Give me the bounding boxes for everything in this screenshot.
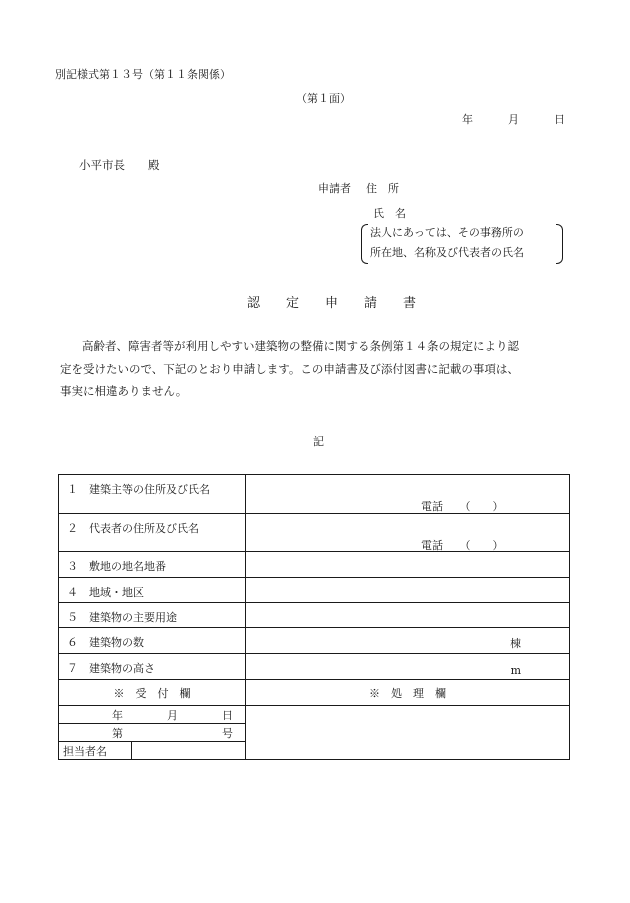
reception-number[interactable]: 第 号 <box>59 724 245 742</box>
processing-header: ※ 処 理 欄 <box>246 680 570 706</box>
page-face-label: （第１面） <box>296 92 351 105</box>
ki-label: 記 <box>313 435 324 448</box>
row-label <box>59 475 246 514</box>
representative-field[interactable] <box>246 514 570 552</box>
reception-date[interactable]: 年 月 日 <box>59 706 245 724</box>
row-label <box>59 603 246 628</box>
owner-field[interactable] <box>246 475 570 514</box>
application-table <box>58 474 570 760</box>
row-label-text: ３ 敷地の地名地番 <box>67 560 166 573</box>
body-text <box>60 335 580 403</box>
table-row <box>59 680 570 706</box>
date-day: 日 <box>554 113 565 126</box>
body-line-3: 事実に相違ありません。 <box>60 384 188 398</box>
row-label-text: ５ 建築物の主要用途 <box>67 611 177 624</box>
tel-label: 電話 （ ） <box>421 500 504 513</box>
building-height-field[interactable] <box>246 654 570 680</box>
date-year: 年 <box>462 113 473 126</box>
unit-label: m <box>510 664 521 677</box>
date-line <box>462 111 565 127</box>
row-label-text: ４ 地域・地区 <box>67 586 144 599</box>
staff-name-field[interactable] <box>132 742 246 759</box>
row-label-text: ７ 建築物の高さ <box>67 662 155 675</box>
row-label <box>59 628 246 654</box>
main-use-field[interactable] <box>246 603 570 628</box>
row-label-text: １ 建築主等の住所及び氏名 <box>67 483 210 496</box>
table-row <box>59 514 570 552</box>
table-row <box>59 603 570 628</box>
note-line-2: 所在地、名称及び代表者の氏名 <box>370 246 524 259</box>
tel-label: 電話 （ ） <box>421 539 504 552</box>
row-label-text: ６ 建築物の数 <box>67 636 144 649</box>
bracket-left <box>361 224 368 264</box>
staff-row <box>59 742 245 760</box>
table-row <box>59 706 570 760</box>
bracket-right <box>556 224 563 264</box>
unit-label: 棟 <box>510 637 521 650</box>
row-label <box>59 654 246 680</box>
zone-field[interactable] <box>246 578 570 603</box>
building-count-field[interactable] <box>246 628 570 654</box>
table-row <box>59 475 570 514</box>
address-label: 住 所 <box>366 182 399 195</box>
row-label <box>59 514 246 552</box>
corporation-note <box>361 223 563 263</box>
addressee: 小平市長 殿 <box>79 158 160 172</box>
table-row <box>59 552 570 578</box>
body-line-1: 高齢者、障害者等が利用しやすい建築物の整備に関する条例第１４条の規定により認 <box>82 339 519 353</box>
row-label <box>59 578 246 603</box>
table-row <box>59 628 570 654</box>
row-label-text: ２ 代表者の住所及び氏名 <box>67 522 199 535</box>
applicant-label: 申請者 <box>318 182 351 195</box>
name-label: 氏 名 <box>373 207 406 220</box>
table-row <box>59 654 570 680</box>
row-label <box>59 552 246 578</box>
corporation-note-text <box>370 223 524 263</box>
reception-cell <box>59 706 246 760</box>
note-line-1: 法人にあっては、その事務所の <box>370 226 524 239</box>
body-line-2: 定を受けたいので、下記のとおり申請します。この申請書及び添付図書に記載の事項は、 <box>60 361 519 376</box>
site-address-field[interactable] <box>246 552 570 578</box>
table-row <box>59 578 570 603</box>
date-month: 月 <box>508 113 519 126</box>
staff-label: 担当者名 <box>59 742 132 759</box>
reception-header: ※ 受 付 欄 <box>59 680 246 706</box>
form-code: 別記様式第１３号（第１１条関係） <box>55 68 231 81</box>
applicant-address-line <box>318 180 399 196</box>
document-title: 認 定 申 請 書 <box>247 296 417 311</box>
processing-cell[interactable] <box>246 706 570 760</box>
reception-subtable <box>59 706 245 759</box>
